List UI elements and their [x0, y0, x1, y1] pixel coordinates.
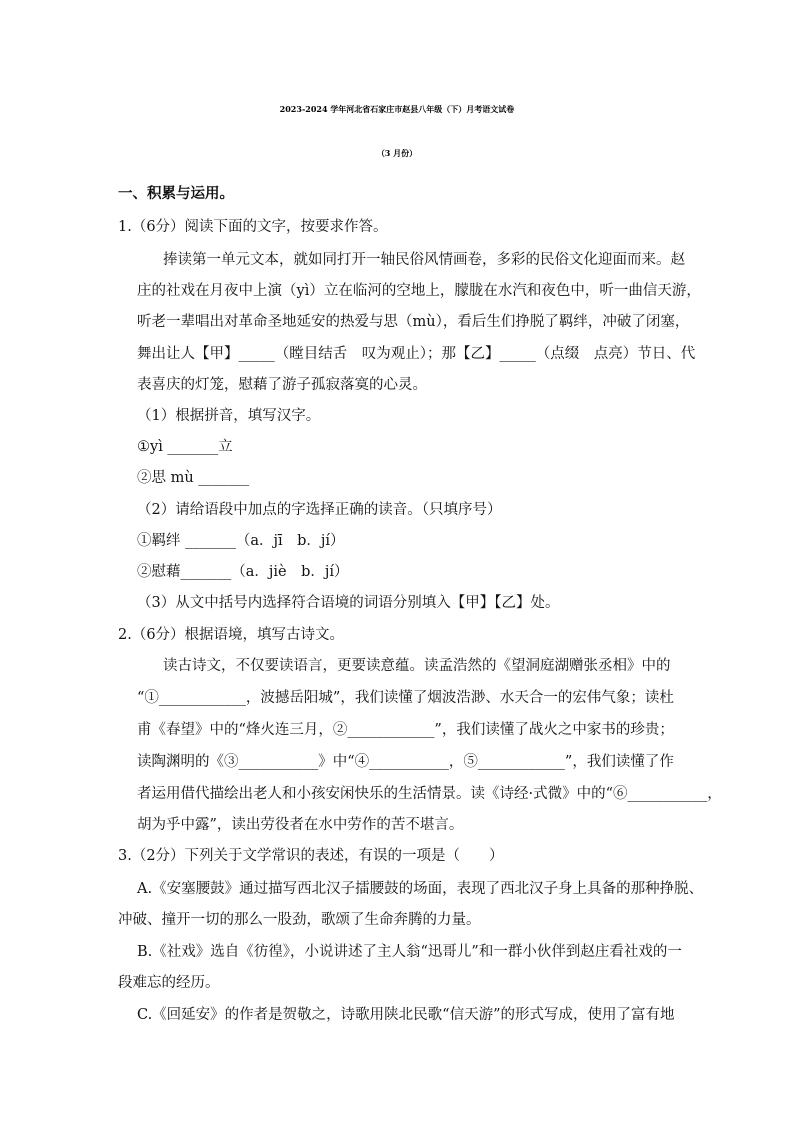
- exam-subtitle: （3 月份）: [376, 148, 418, 158]
- q1-passage-line: 听老一辈唱出对革命圣地延安的热爱与思（mù），看后生们挣脱了羁绊，冲破了闭塞，: [137, 314, 690, 330]
- q3-option-line: 冲破、撞开一切的那么一股劲，歌颂了生命奔腾的力量。: [118, 912, 481, 928]
- q3-stem: 3.（2分）下列关于文学常识的表述，有误的一项是（ ）: [118, 848, 504, 864]
- q3-option-line: B.《社戏》选自《彷徨》，小说讲述了主人翁“迅哥儿”和一群小伙伴到赵庄看社戏的一: [137, 944, 682, 960]
- q2-passage-line: “①____________，波撼岳阳城”，我们读懂了烟波浩渺、水天合一的宏伟气象；读杜: [137, 690, 674, 706]
- q1-passage-line: 表喜庆的灯笼，慰藉了游子孤寂落寞的心灵。: [137, 377, 427, 393]
- q1-passage-line: 舞出让人【甲】_____（瞠目结舌 叹为观止）；那【乙】_____（点缀 点亮）节日、代: [137, 346, 696, 362]
- q3-option-line: 段难忘的经历。: [118, 975, 220, 991]
- q1-sub1: （1）根据拼音，填写汉字。: [137, 408, 321, 424]
- exam-title: 2023-2024 学年河北省石家庄市赵县八年级（下）月考语文试卷: [279, 104, 515, 114]
- q2-passage-line: 读陶渊明的《③___________》中“④___________，⑤____________”，我们读懂了作: [137, 754, 674, 770]
- q2-stem: 2.（6分）根据语境，填写古诗文。: [118, 627, 345, 643]
- q2-passage-line: 者运用借代描绘出老人和小孩安闲快乐的生活情景。读《诗经·式微》中的“⑥___________，: [137, 786, 722, 802]
- q3-option-line: C.《回延安》的作者是贺敬之，诗歌用陕北民歌“信天游”的形式写成，使用了富有地: [137, 1007, 675, 1023]
- q1-sub2: （2）请给语段中加点的字选择正确的读音。（只填序号）: [137, 502, 502, 518]
- q1-sub3: （3）从文中括号内选择符合语境的词语分别填入【甲】【乙】处。: [137, 595, 560, 611]
- q3-option-line: A.《安塞腰鼓》通过描写西北汉子擂腰鼓的场面，表现了西北汉子身上具备的那种挣脱、: [137, 881, 704, 897]
- q1-passage-line: 庄的社戏在月夜中上演（yì）立在临河的空地上，朦胧在水汽和夜色中，听一曲信天游，: [137, 283, 701, 299]
- q1-sub2-b: ②慰藉_______（a．jiè b．jí）: [137, 564, 349, 580]
- q2-passage-line: 读古诗文，不仅要读语言，更要读意蕴。读孟浩然的《望洞庭湖赠张丞相》中的: [163, 658, 671, 674]
- q1-sub1-a: ①yì _______立: [137, 439, 233, 455]
- q1-sub1-b: ②思 mù _______: [137, 470, 250, 486]
- q2-passage-line: 胡为乎中露”，读出劳役者在水中劳作的苦不堪言。: [137, 817, 464, 833]
- q1-stem: 1.（6分）阅读下面的文字，按要求作答。: [118, 219, 388, 235]
- section-heading: 一、积累与运用。: [118, 185, 234, 202]
- q2-passage-line: 甫《春望》中的“烽火连三月，②____________”，我们读懂了战火之中家书的珍贵；: [137, 722, 674, 738]
- q1-sub2-a: ①羁绊 _______（a．jī b．jí）: [137, 533, 345, 549]
- q1-passage-line: 捧读第一单元文本，就如同打开一轴民俗风情画卷，多彩的民俗文化迎面而来。赵: [163, 252, 685, 268]
